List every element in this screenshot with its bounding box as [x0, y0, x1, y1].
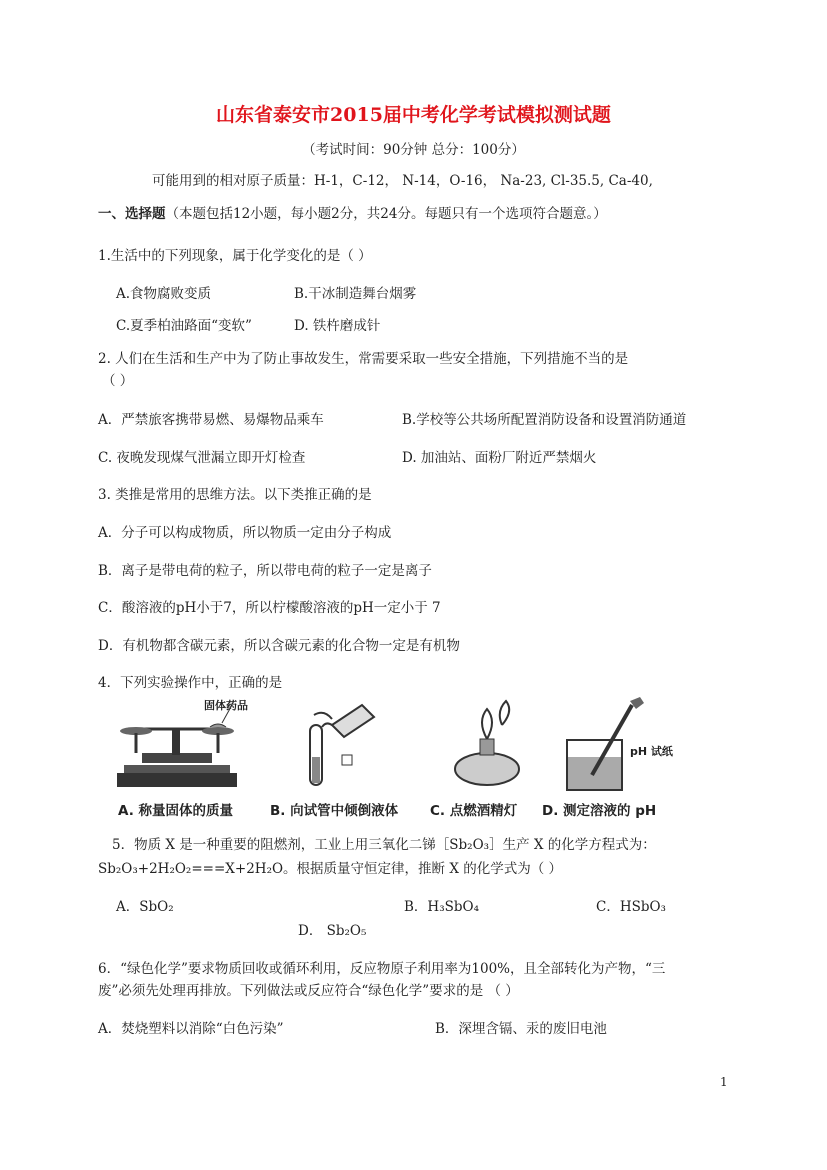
q3-option-c: C．酸溶液的pH小于7，所以柠檬酸溶液的pH一定小于 7 [98, 600, 441, 616]
alcohol-lamp-illustration [442, 695, 542, 795]
q2-option-d: D. 加油站、面粉厂附近严禁烟火 [402, 450, 597, 466]
q3-option-a: A．分子可以构成物质，所以物质一定由分子构成 [98, 525, 392, 541]
figure-caption-b: B. 向试管中倾倒液体 [270, 803, 399, 819]
q2-option-a: A．严禁旅客携带易燃、易爆物品乘车 [98, 412, 324, 428]
atomic-masses: 可能用到的相对原子质量：H-1，C-12， N-14，O-16， Na-23, Cl-35.5, Ca-40, [152, 173, 653, 189]
q2-stem: 2. 人们在生活和生产中为了防止事故发生，常需要采取一些安全措施，下列措施不当的是 [98, 351, 629, 367]
figure-caption-d: D. 测定溶液的 pH [542, 803, 657, 819]
q5-option-a: A．SbO₂ [116, 899, 174, 915]
q5-option-d: D． Sb₂O₅ [298, 923, 367, 939]
q3-option-d: D．有机物都含碳元素，所以含碳元素的化合物一定是有机物 [98, 638, 460, 654]
q2-paren: （ ） [102, 373, 134, 389]
section-desc: （本题包括12小题，每小题2分，共24分。每题只有一个选项符合题意。） [165, 206, 607, 222]
exam-info: （考试时间：90分钟 总分：100分） [302, 142, 525, 158]
q6-option-a: A．焚烧塑料以消除“白色污染” [98, 1021, 284, 1037]
section-heading [98, 205, 607, 223]
q5-option-c: C．HSbO₃ [596, 899, 666, 915]
q5-option-b: B．H₃SbO₄ [404, 899, 479, 915]
q1-option-d: D. 铁杵磨成针 [294, 318, 381, 334]
solid-reagent-label: 固体药品 [204, 699, 248, 712]
page-number: 1 [720, 1075, 728, 1089]
q3-stem: 3. 类推是常用的思维方法。以下类推正确的是 [98, 487, 372, 503]
q6-option-b: B．深埋含镉、汞的废旧电池 [435, 1021, 607, 1037]
q4-figures [112, 695, 672, 825]
page-title: 山东省泰安市2015届中考化学考试模拟测试题 [216, 104, 611, 126]
q5-equation: Sb₂O₃+2H₂O₂===X+2H₂O。根据质量守恒定律，推断 X 的化学式为（ ） [98, 861, 563, 877]
q1-stem: 1.生活中的下列现象，属于化学变化的是（ ） [98, 248, 372, 264]
q6-stem-cont: 废”必须先处理再排放。下列做法或反应符合“绿色化学”要求的是 （ ） [98, 983, 519, 999]
ph-paper-label: pH 试纸 [630, 745, 673, 758]
q3-option-b: B．离子是带电荷的粒子，所以带电荷的粒子一定是离子 [98, 563, 432, 579]
test-tube-pouring-illustration [292, 695, 392, 795]
q2-option-b: B.学校等公共场所配置消防设备和设置消防通道 [402, 412, 687, 428]
figure-caption-c: C. 点燃酒精灯 [430, 803, 518, 819]
q5-stem: 5．物质 X 是一种重要的阻燃剂，工业上用三氧化二锑［Sb₂O₃］生产 X 的化学方程式为： [112, 837, 656, 853]
q1-option-c: C.夏季柏油路面“变软” [116, 318, 252, 334]
q2-option-c: C. 夜晚发现煤气泄漏立即开灯检查 [98, 450, 306, 466]
q4-stem: 4．下列实验操作中，正确的是 [98, 675, 283, 691]
q6-stem: 6．“绿色化学”要求物质回收或循环利用，反应物原子利用率为100%，且全部转化为产物，“三 [98, 961, 666, 977]
q1-option-b: B.干冰制造舞台烟雾 [294, 286, 417, 302]
section-title: 一、选择题 [98, 206, 166, 222]
figure-caption-a: A. 称量固体的质量 [118, 803, 234, 819]
q1-option-a: A.食物腐败变质 [116, 286, 212, 302]
